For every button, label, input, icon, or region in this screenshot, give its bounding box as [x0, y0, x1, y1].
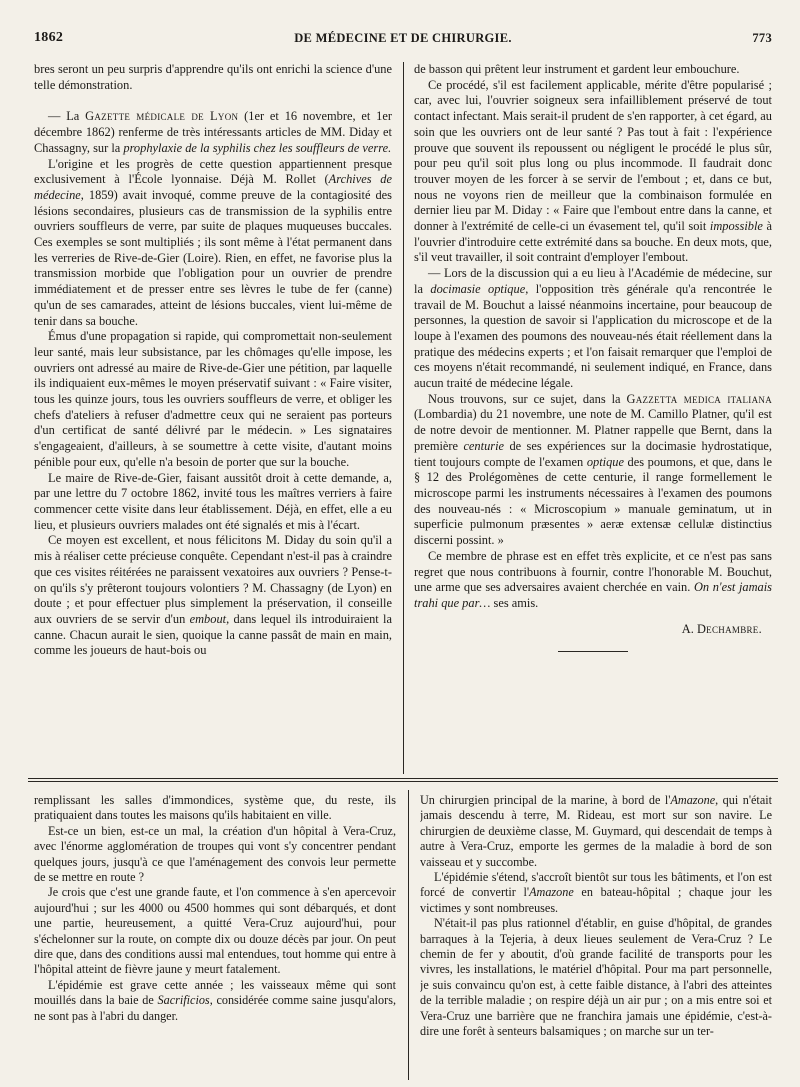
paragraph: Un chirurgien principal de la marine, à bord de l'Amazone, qui n'était jamais descendu à terre, M. Rideau, est mort sur son navire. Le chirurgien de deuxième classe, M. Guymard, qui descendait de temps à autre à Vera-Cruz, emporte les germes de la maladie à bord de son vaisseau et y succombe.: [420, 793, 772, 869]
emphasis: prophylaxie de la syphilis chez les souffleurs de verre.: [123, 140, 392, 155]
paragraph: Le maire de Rive-de-Gier, faisant aussitôt droit à cette demande, a, par une lettre du 7 octobre 1862, invité tous les maîtres verriers à faire commencer cette visite dans leur établissement. Déjà, en effet, elle a eu lieu, et plusieurs ouvriers malades ont été signalés et mis à l'écart.: [34, 470, 392, 532]
bottom-right-column: [420, 793, 772, 1081]
paragraph: Ce procédé, s'il est facilement applicable, mérite d'être popularisé ; car, avec lui, l'ouvrier soigneux sera infailliblement préservé de tout contact infectant. Mais serait-il prudent de s'en rapporter, à cet égard, au soin que les ouvriers ont de leur santé ? Pas tout à fait : l'expérience prouve que souvent ils repoussent ou négligent le procédé le plus sûr, pour peu qu'il soit plus long ou plus incommode. Il faudrait donc trouver moyen de les forcer à se servir de l'embout ; et, dans ce but, nous ne voyons rien de meilleur que la combinaison formulée en dernier lieu par M. Diday : « Faire que l'embout entre dans la canne, et donner à l'extrémité de celle-ci un évasement tel, qu'il soit impossible à l'ouvrier d'introduire cette extrémité dans sa bouche. En deux mots, que, s'il veut travailler, il soit contraint d'employer l'embout.: [414, 77, 772, 265]
emphasis: optique: [586, 454, 624, 469]
paragraph-gazette-lyon: — La Gazette médicale de Lyon (1er et 16 novembre, et 1er décembre 1862) renferme de très intéressants articles de MM. Diday et Chassagny, sur la prophylaxie de la syphilis chez les souffleurs de verre.: [34, 109, 392, 155]
paragraph: Je crois que c'est une grande faute, et l'on commence à s'en apercevoir aujourd'hui ; sur les 4000 ou 4500 hommes qui sont débarqués, et dont une partie, heureusement, a quitté Vera-Cruz aujourd'hui, pour s'échelonner sur la route, on compte dix ou douze décès par jour. On peut dire que, dans des conditions aussi mal entendues, tout homme qui entre à l'hôpital atteint de fièvre jaune y meurt fatalement.: [34, 885, 396, 977]
paragraph: — Lors de la discussion qui a eu lieu à l'Académie de médecine, sur la docimasie optique, l'opposition très générale qu'a rencontrée le travail de M. Bouchut a laissé néanmoins incertaine, pour beaucoup de personnes, la question de savoir si l'application du microscope et de la loupe à l'examen des poumons des nouveau-nés était réellement dans la pratique des médecins experts ; et l'on faisait remarquer que l'emploi de ces moyens n'était recommandé, ni seulement indiqué, en France, dans aucun traité de médecine légale.: [414, 266, 772, 391]
emphasis: On n'est jamais trahi que par…: [414, 580, 772, 610]
emphasis: Sacrificios: [157, 993, 210, 1008]
running-header: [34, 28, 772, 48]
header-journal-title: DE MÉDECINE ET DE CHIRURGIE.: [294, 31, 512, 45]
emphasis: impossible: [709, 219, 763, 234]
signature-name: Dechambre.: [696, 621, 762, 636]
top-column-divider: [403, 62, 404, 774]
paragraph: Ce membre de phrase est en effet très explicite, et ce n'est pas sans regret que nous contribuons à fournir, contre l'honorable M. Bouchut, une arme que ses adversaires avaient cherchée en vain. On n'est jamais trahi que par… ses amis.: [414, 548, 772, 610]
signature-rule: [558, 651, 628, 652]
paragraph: L'épidémie s'étend, s'accroît bientôt sur tous les bâtiments, et l'on est forcé de convertir l'Amazone en bateau-hôpital ; chaque jour les victimes y sont nombreuses.: [420, 870, 772, 915]
top-right-column: [414, 62, 772, 774]
paragraph: remplissant les salles d'immondices, système que, du reste, ils pratiquaient dans toutes les maisons qu'ils habitaient en ville.: [34, 793, 396, 823]
paragraph: Est-ce un bien, est-ce un mal, la création d'un hôpital à Vera-Cruz, avec l'énorme agglomération de troupes qui vont s'y concentrer pendant quelques jours, jusqu'à ce que l'aménagement des convois leur permette de se mettre en route ?: [34, 823, 396, 885]
emphasis: centurie: [463, 438, 505, 453]
journal-name: Gazette médicale de Lyon: [85, 109, 239, 124]
paragraph: L'origine et les progrès de cette question appartiennent presque exclusivement à l'École lyonnaise. Déjà M. Rollet (Archives de médecine, 1859) avait invoqué, comme preuve de la contagiosité des lésions secondaires, plusieurs cas de transmission de la syphilis entre ouvriers souffleurs de verre, par suite de plaques muqueuses buccales. Ces exemples se sont multipliés ; ils sont même à l'état permanent dans les verreries de Rive-de-Gier (Loire). Rien, en effet, ne favorise plus la transmission morbide que l'obligation pour un ouvrier de prendre immédiatement et de presser entre ses lèvres le tube de fer (canne) qu'un de ses camarades, atteint de lésions buccales, vient lui-même de tenir dans sa bouche.: [34, 156, 392, 328]
header-page-number: 773: [752, 31, 772, 45]
paragraph: N'était-il pas plus rationnel d'établir, en guise d'hôpital, de grandes barraques à la Tejeria, à deux lieues seulement de Vera-Cruz ? Le chemin de fer y aboutit, d'où grande facilité de transports pour les vivres, les installations, le matériel d'hôpital. Pour ma part personnelle, je suis convaincu qu'on est, à cette faible distance, à l'abri des atteintes de la terrible maladie ; on respire déjà un air pur ; on a mis entre soi et Vera-Cruz une barrière que ne franchira jamais une épidémie, c'est-à-dire une forêt à senteurs balsamiques ; on marche sur un ter-: [420, 916, 772, 1039]
paragraph: bres seront un peu surpris d'apprendre qu'ils ont enrichi la science d'une telle démonstration.: [34, 62, 392, 92]
section-divider: [28, 778, 778, 779]
journal-name: Gazzetta medica italiana: [626, 391, 772, 406]
reference-title: Archives de médecine: [34, 172, 392, 202]
ship-name: Amazone: [529, 885, 574, 900]
top-left-column: [34, 62, 392, 774]
paragraph: de basson qui prêtent leur instrument et gardent leur embouchure.: [414, 62, 740, 76]
emphasis: embout: [189, 611, 227, 626]
ship-name: Amazone: [670, 793, 716, 807]
header-year: 1862: [34, 30, 64, 45]
paragraph: L'épidémie est grave cette année ; les vaisseaux même qui sont mouillés dans la baie de Sacrificios, considérée comme saine jusqu'alors, ne sont pas à l'abri du danger.: [34, 977, 396, 1023]
section-divider-second: [28, 781, 778, 782]
paragraph: Nous trouvons, sur ce sujet, dans la Gazzetta medica italiana (Lombardia) du 21 novembre, une note de M. Camillo Platner, qu'il est de notre devoir de mentionner. M. Platner rappelle que Bernt, dans la première centurie de ses expériences sur la docimasie hydrostatique, tient toujours compte de l'examen optique des poumons, et que, dans le § 12 des Prolégomènes de cette centurie, il range formellement le microscope parmi les instruments nécessaires à l'examen des poumons des nouveau-nés : « Microscopium » manuale geminatum, ut in superficie pulmonum præsentes » aeræ extensæ cellulæ distinctius discerni possint. »: [414, 391, 772, 548]
paragraph: Émus d'une propagation si rapide, qui compromettait non-seulement leur santé, mais leur subsistance, par les chômages qu'elle impose, les ouvriers ont adressé au maire de Rive-de-Gier une pétition, par laquelle ils indiquaient eux-mêmes le moyen préservatif suivant : « Faire visiter, tous les quinze jours, tous les ouvriers souffleurs de verre, et obliger les chefs d'ateliers à refuser d'admettre ceux qui ne seraient pas porteurs d'un certificat de santé délivré par le médecin. » Les signataires s'engageaient, d'ailleurs, à se soumettre à cette visite, d'autant moins pénible pour eux, qu'elle n'a besoin de porter que sur la bouche.: [34, 329, 392, 469]
signature: A. Dechambre.: [681, 621, 762, 636]
emphasis: docimasie optique: [430, 281, 526, 296]
bottom-left-column: [34, 793, 396, 1081]
paragraph: Ce moyen est excellent, et nous félicitons M. Diday du soin qu'il a mis à réaliser cette précieuse conquête. Cependant n'est-il pas à craindre que ces visites réitérées ne paraissent vexatoires aux ouvriers ? Pense-t-on qu'ils s'y prêteront toujours volontiers ? M. Chassagny (de Lyon) en doute ; et pour effectuer plus simplement la préservation, il conseille aux ouvriers de se servir d'un embout, dans lequel ils introduiraient la canne. Chacun aurait le sien, quoique la canne passât de main en main, comme les joueurs de haut-bois ou: [34, 533, 392, 658]
bottom-column-divider: [408, 790, 409, 1080]
